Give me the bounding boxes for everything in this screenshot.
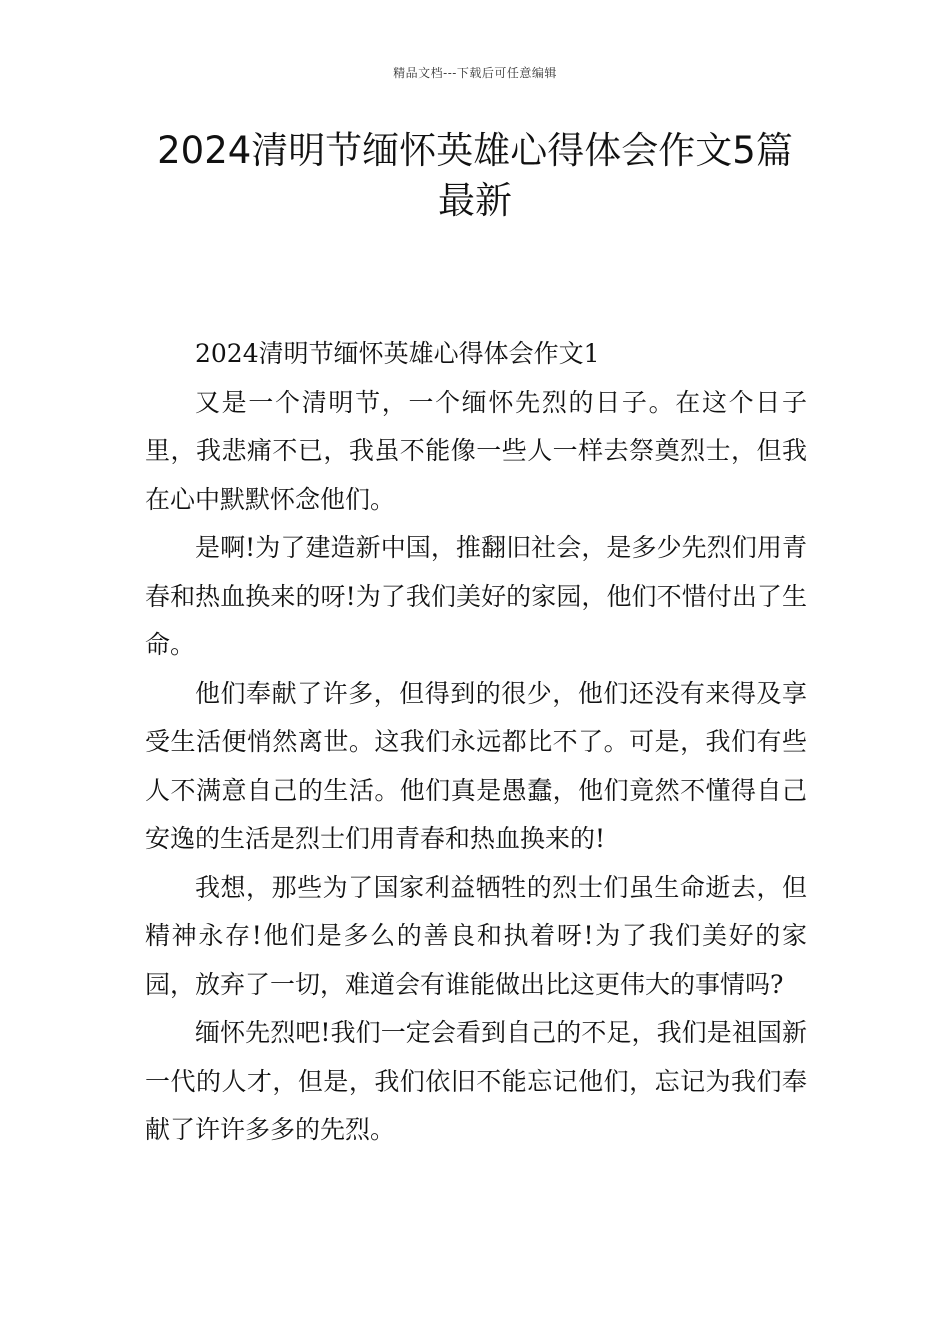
document-title: 2024清明节缅怀英雄心得体会作文5篇最新 xyxy=(157,129,793,222)
paragraph: 我想，那些为了国家利益牺牲的烈士们虽生命逝去，但精神永存!他们是多么的善良和执着呀!为了我们美好的家园，放弃了一切，难道会有谁能做出比这更伟大的事情吗? xyxy=(145,872,807,999)
paragraph: 又是一个清明节，一个缅怀先烈的日子。在这个日子里，我悲痛不已，我虽不能像一些人一样去祭奠烈士，但我在心中默默怀念他们。 xyxy=(145,387,807,514)
paragraph: 是啊!为了建造新中国，推翻旧社会，是多少先烈们用青春和热血换来的呀!为了我们美好的家园，他们不惜付出了生命。 xyxy=(145,533,807,659)
paragraph: 缅怀先烈吧!我们一定会看到自己的不足，我们是祖国新一代的人才，但是，我们依旧不能忘记他们，忘记为我们奉献了许许多多的先烈。 xyxy=(145,1018,807,1144)
document-body xyxy=(145,330,807,1155)
header-note: 精品文档---下载后可任意编辑 xyxy=(393,66,557,80)
section-heading: 2024清明节缅怀英雄心得体会作文1 xyxy=(195,339,600,368)
paragraph: 他们奉献了许多，但得到的很少，他们还没有来得及享受生活便悄然离世。这我们永远都比不了。可是，我们有些人不满意自己的生活。他们真是愚蠢，他们竟然不懂得自己安逸的生活是烈士们用青春和热血换来的! xyxy=(145,678,807,853)
